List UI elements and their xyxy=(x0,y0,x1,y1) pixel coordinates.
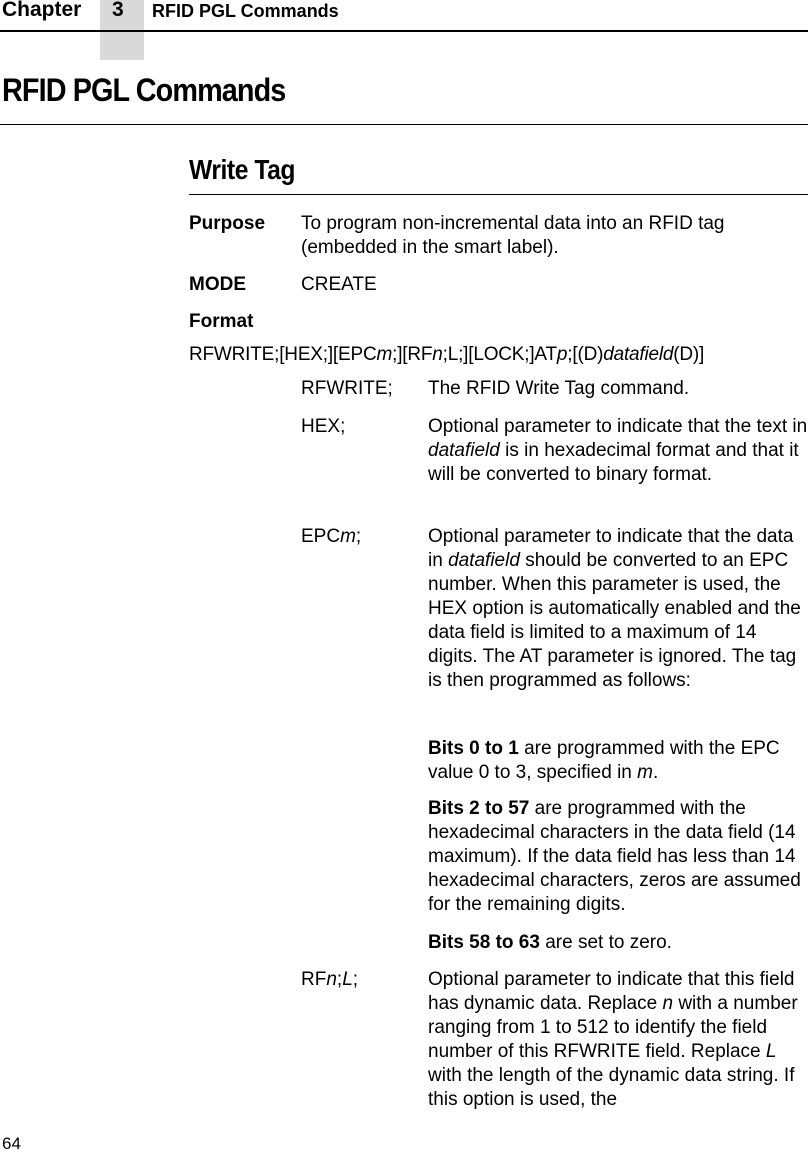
format-syntax: RFWRITE;[HEX;][EPCm;][RFn;L;][LOCK;]ATp;[(D)datafield(D)] xyxy=(189,344,705,365)
param-desc-epc: Optional parameter to indicate that the data in datafield should be converted to an EPC number. When this parameter is used, the HEX option is automatically enabled and the data field is limited to a maximum of 14 digits. The AT parameter is ignored. The tag is then programmed as follows: xyxy=(428,526,801,691)
param-desc-rfwrite: The RFID Write Tag command. xyxy=(428,378,690,399)
epc-bits-0-1: Bits 0 to 1 are programmed with the EPC value 0 to 3, specified in m. xyxy=(428,738,780,783)
param-name-rfn: RFn;L; xyxy=(301,969,359,990)
chapter-label: Chapter xyxy=(2,0,82,21)
purpose-label: Purpose xyxy=(189,213,266,234)
section-divider xyxy=(189,194,808,195)
purpose-text: To program non-incremental data into an RFID tag (embedded in the smart label). xyxy=(301,213,725,258)
header-title: RFID PGL Commands xyxy=(152,1,339,21)
param-name-epc: EPCm; xyxy=(301,526,362,547)
section-title: Write Tag xyxy=(189,154,296,185)
page-title: RFID PGL Commands xyxy=(2,72,286,108)
title-divider xyxy=(0,124,808,125)
format-label: Format xyxy=(189,311,254,332)
param-desc-hex: Optional parameter to indicate that the text in datafield is in hexadecimal format and that it will be converted to binary format. xyxy=(428,416,808,485)
page-number: 64 xyxy=(2,1134,21,1153)
mode-label: MODE xyxy=(189,274,246,295)
param-desc-rfn: Optional parameter to indicate that this field has dynamic data. Replace n with a number ranging from 1 to 512 to identify the field number of this RFWRITE field. Replace L with the length of the dynamic data string. If this option is used, the xyxy=(428,969,798,1110)
header-divider xyxy=(0,30,808,32)
param-name-rfwrite: RFWRITE; xyxy=(301,378,393,399)
epc-bits-2-57: Bits 2 to 57 are programmed with the hexadecimal characters in the data field (14 maximum). If the data field has less than 14 hexadecimal characters, zeros are assumed for the remaining digits. xyxy=(428,798,801,915)
page-header xyxy=(0,0,808,60)
param-name-hex: HEX; xyxy=(301,416,346,437)
mode-value: CREATE xyxy=(301,274,377,295)
chapter-number: 3 xyxy=(112,0,124,21)
epc-bits-58-63: Bits 58 to 63 are set to zero. xyxy=(428,932,672,953)
